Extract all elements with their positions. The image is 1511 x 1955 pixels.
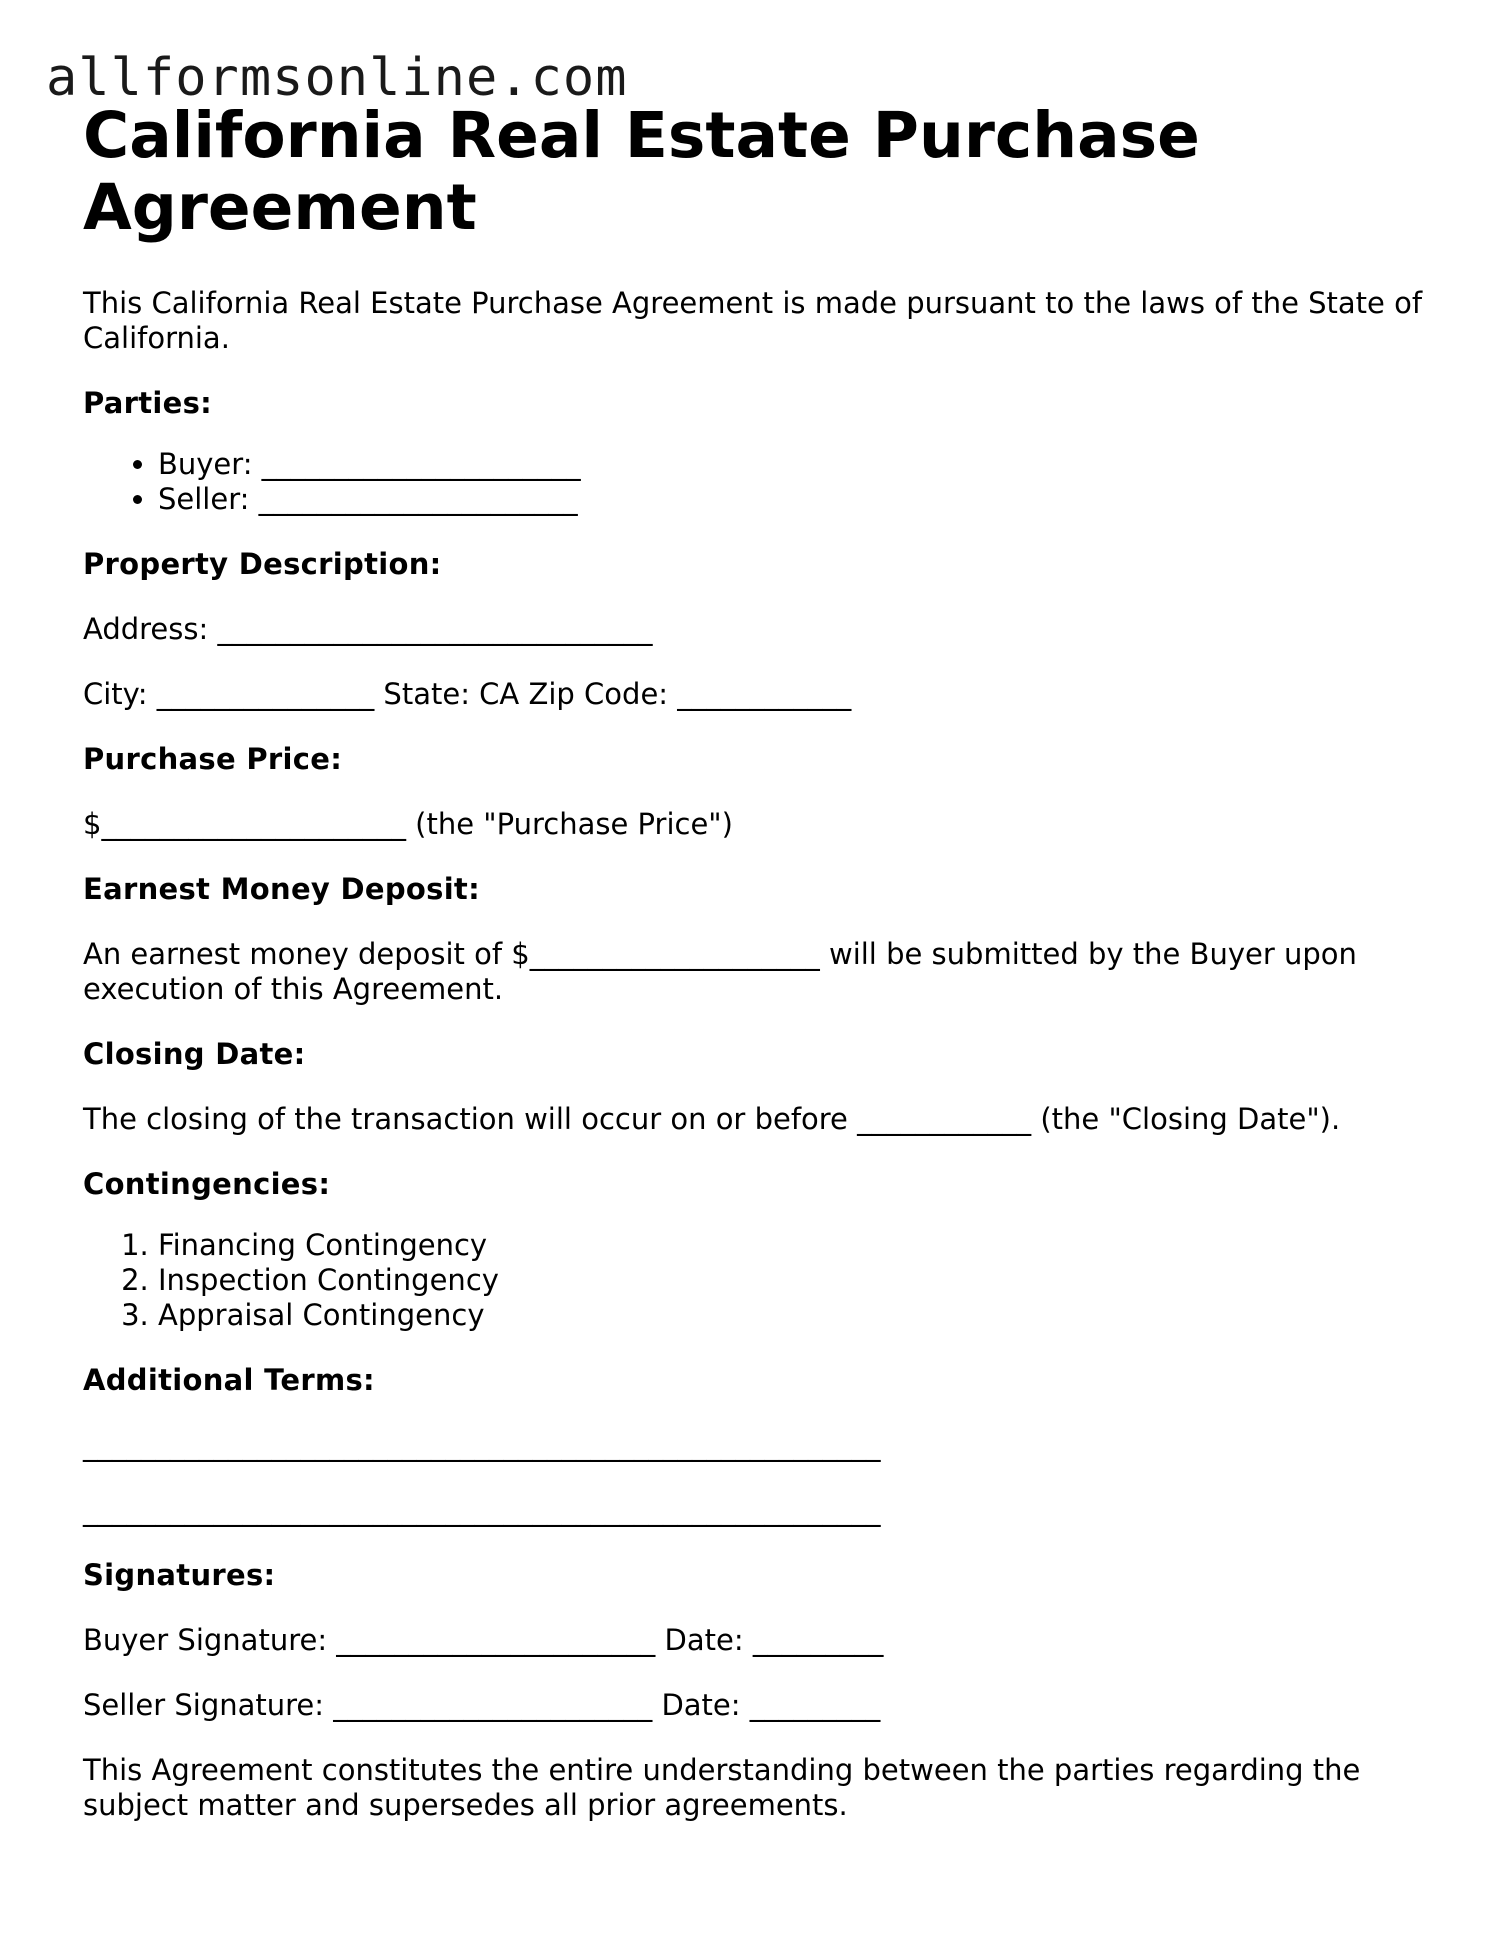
contingencies-heading: Contingencies: [83,1167,331,1201]
buyer-signature-field[interactable]: Buyer Signature: ______________________ Date: _________ [83,1623,884,1657]
buyer-field[interactable]: • Buyer: ______________________ [158,447,1443,482]
earnest-money-heading: Earnest Money Deposit: [83,872,480,906]
document-page [83,100,1443,1823]
additional-terms-line-2[interactable]: _______________________________________________________ [83,1493,881,1527]
purchase-price-heading: Purchase Price: [83,742,343,776]
watermark-text: allformsonline.com [46,48,628,108]
document-title: California Real Estate Purchase Agreement [83,99,1200,244]
closing-date-field[interactable]: The closing of the transaction will occur on or before ____________ (the "Closing Date"). [83,1102,1341,1136]
city-state-zip-field[interactable]: City: _______________ State: CA Zip Code: ____________ [83,677,852,711]
address-field[interactable]: Address: ______________________________ [83,612,653,646]
intro-paragraph: This California Real Estate Purchase Agreement is made pursuant to the laws of the State of California. [83,286,1423,355]
parties-heading: Parties: [83,386,213,420]
purchase-price-field[interactable]: $_____________________ (the "Purchase Price") [83,807,733,841]
list-item: 3. Appraisal Contingency [158,1298,1443,1333]
seller-signature-field[interactable]: Seller Signature: ______________________ Date: _________ [83,1688,881,1722]
closing-statement: This Agreement constitutes the entire understanding between the parties regarding the subject matter and supersedes all prior agreements. [83,1753,1361,1822]
additional-terms-line-1[interactable]: _______________________________________________________ [83,1428,881,1462]
list-item: 1. Financing Contingency [158,1228,1443,1263]
property-heading: Property Description: [83,547,442,581]
closing-date-heading: Closing Date: [83,1037,306,1071]
earnest-money-field[interactable]: An earnest money deposit of $____________________ will be submitted by the Buyer upon execution of this Agreement. [83,937,1357,1006]
list-item: 2. Inspection Contingency [158,1263,1443,1298]
signatures-heading: Signatures: [83,1558,276,1592]
additional-terms-heading: Additional Terms: [83,1363,375,1397]
seller-field[interactable]: • Seller: ______________________ [158,482,1443,517]
contingencies-list [83,1228,1443,1333]
parties-list [83,447,1443,517]
